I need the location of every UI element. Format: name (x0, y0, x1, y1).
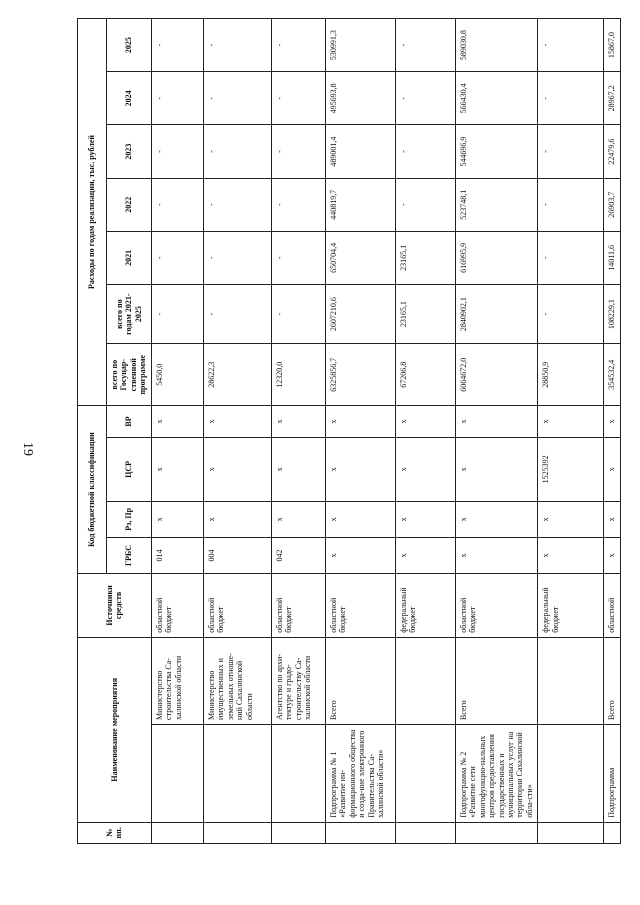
value-2022: - (151, 178, 203, 231)
value-2025: - (203, 19, 271, 72)
value-2023: - (538, 125, 604, 178)
measure-name: Подпрограмма (604, 724, 620, 822)
code-grbs: 004 (203, 537, 271, 573)
value-2023: - (203, 125, 271, 178)
header-total-period: всего по годам 2021-2025 (107, 284, 152, 344)
value-2021: - (271, 231, 325, 284)
measure-name (151, 724, 203, 822)
code-vr: х (538, 406, 604, 438)
executor: Всего (604, 637, 620, 724)
value-total-program: 28622,3 (203, 344, 271, 406)
code-rzpr: х (604, 501, 620, 537)
table-row (538, 19, 604, 844)
measure-name (271, 724, 325, 822)
value-total-period: 108229,1 (604, 284, 620, 344)
measure-name (538, 724, 604, 822)
value-total-period: - (203, 284, 271, 344)
value-2024: - (203, 72, 271, 125)
value-2023: - (151, 125, 203, 178)
executor (395, 637, 455, 724)
funding-source: областной бюджет (455, 574, 538, 638)
code-csr: х (395, 437, 455, 501)
executor: Всего (325, 637, 395, 724)
row-number (538, 822, 604, 843)
code-vr: х (455, 406, 538, 438)
value-2022: 523748,1 (455, 178, 538, 231)
code-vr: х (151, 406, 203, 438)
executor: Агентство по архи-тектуре и градо-строительству Са-халинской области (271, 637, 325, 724)
measure-name (203, 724, 271, 822)
value-2024: - (271, 72, 325, 125)
code-csr: х (604, 437, 620, 501)
header-year-2021: 2021 (107, 231, 152, 284)
executor: Министерство имущественных и земельных отноше-ний Сахалинской области (203, 637, 271, 724)
value-2022: 26903,7 (604, 178, 620, 231)
code-csr: х (271, 437, 325, 501)
table-row (325, 19, 395, 844)
code-grbs: х (395, 537, 455, 573)
value-2021: 23165,1 (395, 231, 455, 284)
value-2024: 495693,8 (325, 72, 395, 125)
header-code-rzpr: Рз, Пр (107, 501, 152, 537)
code-rzpr: х (325, 501, 395, 537)
row-number (271, 822, 325, 843)
header-code-grbs: ГРБС (107, 537, 152, 573)
budget-table (77, 18, 621, 844)
code-rzpr: х (151, 501, 203, 537)
header-year-2024: 2024 (107, 72, 152, 125)
code-vr: х (604, 406, 620, 438)
value-total-period: - (151, 284, 203, 344)
table-row (604, 19, 620, 844)
funding-source: федеральный бюджет (395, 574, 455, 638)
funding-source: федеральный бюджет (538, 574, 604, 638)
code-rzpr: х (538, 501, 604, 537)
rotated-table-sheet (77, 18, 617, 844)
executor: Всего (455, 637, 538, 724)
header-code-group: Код бюджетной классификации (78, 406, 107, 574)
code-csr: х (325, 437, 395, 501)
funding-source: областной (604, 574, 620, 638)
code-rzpr: х (271, 501, 325, 537)
table-body (151, 19, 620, 844)
code-vr: х (395, 406, 455, 438)
header-expense-group: Расходы по годам реализации, тыс. рублей (78, 19, 107, 406)
value-2022: - (395, 178, 455, 231)
value-2025: 530991,3 (325, 19, 395, 72)
table-row (203, 19, 271, 844)
table-row (455, 19, 538, 844)
measure-name: Подпрограмма № 1 «Развитие ин-формационного общества и созда-ние электронного Правительства Са-халинской области» (325, 724, 395, 822)
row-number (151, 822, 203, 843)
row-number (395, 822, 455, 843)
value-2023: 489001,4 (325, 125, 395, 178)
row-number (455, 822, 538, 843)
value-2022: - (203, 178, 271, 231)
code-grbs: 014 (151, 537, 203, 573)
table-row (395, 19, 455, 844)
value-total-period: - (538, 284, 604, 344)
value-2025: - (395, 19, 455, 72)
value-2024: 566430,4 (455, 72, 538, 125)
header-code-csr: ЦСР (107, 437, 152, 501)
value-total-program: 5450,0 (151, 344, 203, 406)
code-vr: х (271, 406, 325, 438)
executor (538, 637, 604, 724)
value-total-period: - (271, 284, 325, 344)
value-total-period: 2840902,1 (455, 284, 538, 344)
value-2025: 15867,0 (604, 19, 620, 72)
value-total-program: 67206,8 (395, 344, 455, 406)
value-total-period: 23165,1 (395, 284, 455, 344)
value-total-program: 354532,4 (604, 344, 620, 406)
value-2021: 616995,9 (455, 231, 538, 284)
value-2021: 650704,4 (325, 231, 395, 284)
value-2022: 440819,7 (325, 178, 395, 231)
value-2025: 589030,8 (455, 19, 538, 72)
value-2024: - (151, 72, 203, 125)
code-grbs: х (538, 537, 604, 573)
funding-source: областной бюджет (203, 574, 271, 638)
value-2025: - (271, 19, 325, 72)
code-rzpr: х (395, 501, 455, 537)
value-total-program: 12320,0 (271, 344, 325, 406)
code-csr: х (203, 437, 271, 501)
value-2021: - (538, 231, 604, 284)
header-year-2023: 2023 (107, 125, 152, 178)
value-total-program: 6064672,0 (455, 344, 538, 406)
value-total-program: 28850,9 (538, 344, 604, 406)
value-2023: - (395, 125, 455, 178)
measure-name (395, 724, 455, 822)
header-source: Источники средств (78, 574, 152, 638)
value-2024: - (538, 72, 604, 125)
code-grbs: х (455, 537, 538, 573)
value-2023: - (271, 125, 325, 178)
value-total-program: 6325856,7 (325, 344, 395, 406)
header-total-program: всего по Госуцар-ственной программе (107, 344, 152, 406)
header-num: № пп. (78, 822, 152, 843)
measure-name: Подпрограмма № 2 «Развитие сети многофункцио-нальных центров предоставления государственных и муниципальных услуг на территории Сахалинской обла-сти» (455, 724, 538, 822)
value-2023: 544696,9 (455, 125, 538, 178)
header-code-vr: ВР (107, 406, 152, 438)
value-2025: - (538, 19, 604, 72)
value-2023: 22479,6 (604, 125, 620, 178)
page-number: 19 (20, 442, 35, 456)
code-grbs: х (604, 537, 620, 573)
code-rzpr: х (203, 501, 271, 537)
code-csr: 1525392 (538, 437, 604, 501)
row-number (203, 822, 271, 843)
code-vr: х (325, 406, 395, 438)
value-2021: 14011,6 (604, 231, 620, 284)
value-2021: - (203, 231, 271, 284)
table-row (151, 19, 203, 844)
header-name: Наименование мероприятия (78, 637, 152, 822)
value-2024: - (395, 72, 455, 125)
funding-source: областной бюджет (325, 574, 395, 638)
value-2022: - (271, 178, 325, 231)
table-row (271, 19, 325, 844)
value-2021: - (151, 231, 203, 284)
row-number (604, 822, 620, 843)
code-csr: х (151, 437, 203, 501)
funding-source: областной бюджет (271, 574, 325, 638)
value-total-period: 2607210,6 (325, 284, 395, 344)
funding-source: областной бюджет (151, 574, 203, 638)
header-year-2025: 2025 (107, 19, 152, 72)
row-number (325, 822, 395, 843)
value-2022: - (538, 178, 604, 231)
code-rzpr: х (455, 501, 538, 537)
value-2024: 28967,2 (604, 72, 620, 125)
code-grbs: 042 (271, 537, 325, 573)
code-csr: х (455, 437, 538, 501)
code-vr: х (203, 406, 271, 438)
value-2025: - (151, 19, 203, 72)
executor: Министерство строительства Са-халинской области (151, 637, 203, 724)
code-grbs: х (325, 537, 395, 573)
header-year-2022: 2022 (107, 178, 152, 231)
